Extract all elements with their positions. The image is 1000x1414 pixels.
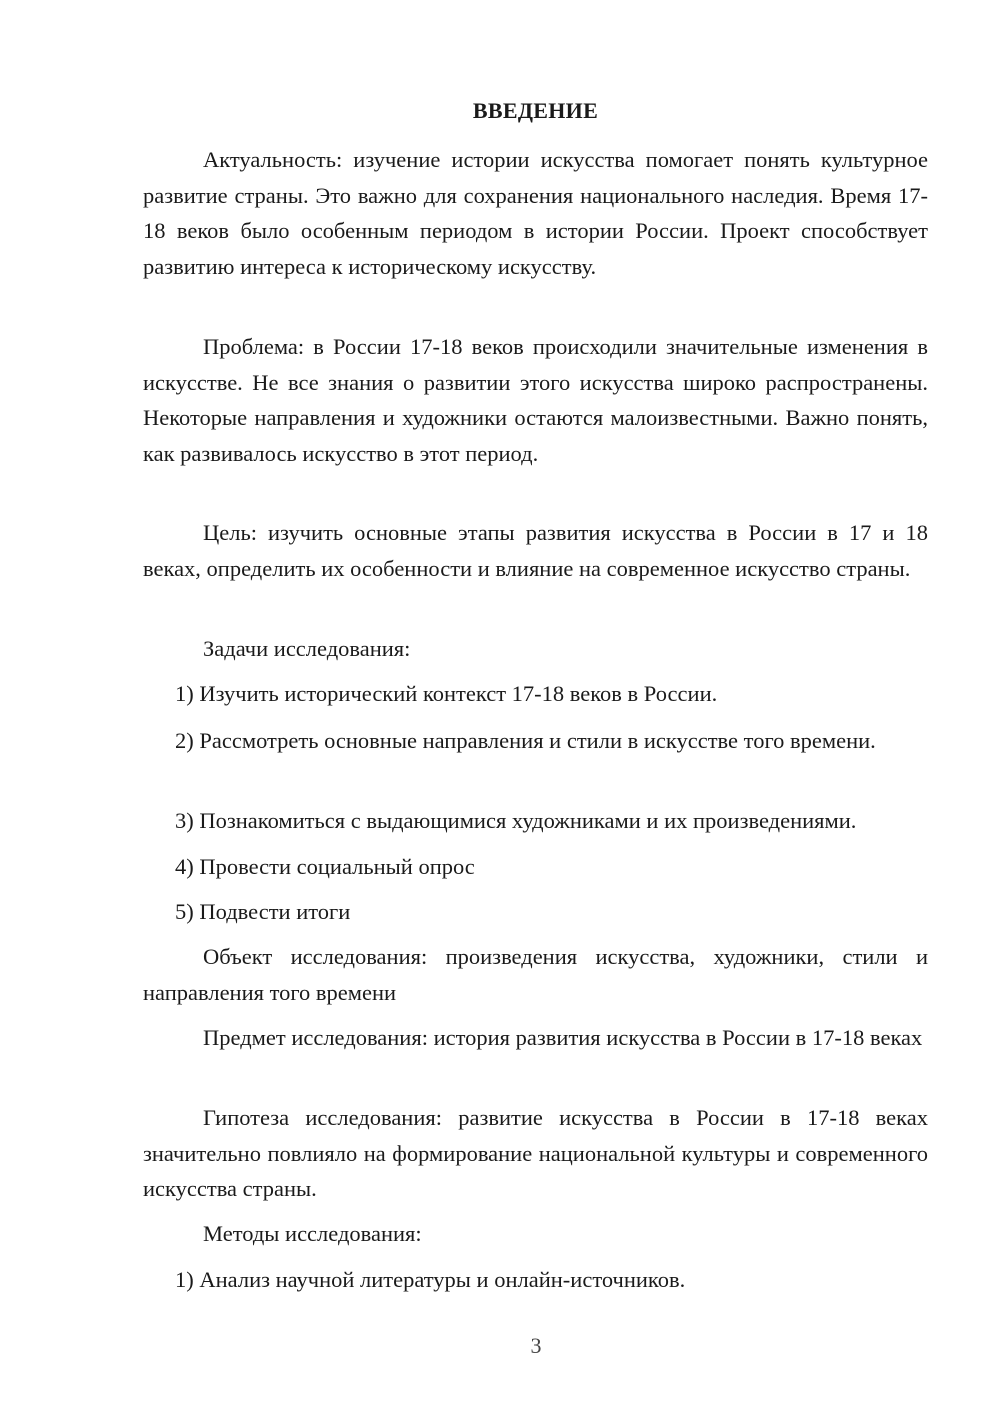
method-item-1: 1) Анализ научной литературы и онлайн-источников. xyxy=(175,1267,686,1292)
hypothesis-paragraph: Гипотеза исследования: развитие искусства в России в 17-18 веках значительно повлияло на формирование национальной культуры и современного искусства страны. xyxy=(143,1105,928,1201)
research-object-paragraph: Объект исследования: произведения искусства, художники, стили и направления того времени xyxy=(143,944,928,1005)
task-item-5: 5) Подвести итоги xyxy=(175,899,351,924)
methods-heading: Методы исследования: xyxy=(203,1221,422,1246)
relevance-paragraph: Актуальность: изучение истории искусства помогает понять культурное развитие страны. Это важно для сохранения национального наследия. Время 17-18 веков было особенным периодом в истории России. Проект способствует развитию интереса к историческому искусству. xyxy=(143,147,928,279)
goal-paragraph: Цель: изучить основные этапы развития искусства в России в 17 и 18 веках, определить их особенности и влияние на современное искусство страны. xyxy=(143,520,928,581)
tasks-heading: Задачи исследования: xyxy=(203,636,411,661)
page-number: 3 xyxy=(530,1333,542,1358)
task-item-4: 4) Провести социальный опрос xyxy=(175,854,475,879)
problem-paragraph: Проблема: в России 17-18 веков происходили значительные изменения в искусстве. Не все знания о развитии этого искусства широко распространены. Некоторые направления и художники остаются малоизвестными. Важно понять, как развивалось искусство в этот период. xyxy=(143,334,928,466)
task-item-2: 2) Рассмотреть основные направления и стили в искусстве того времени. xyxy=(175,728,876,753)
research-subject-paragraph: Предмет исследования: история развития искусства в России в 17-18 веках xyxy=(203,1025,923,1050)
section-title: ВВЕДЕНИЕ xyxy=(472,98,599,123)
task-item-1: 1) Изучить исторический контекст 17-18 веков в России. xyxy=(175,681,718,706)
task-item-3: 3) Познакомиться с выдающимися художниками и их произведениями. xyxy=(175,808,857,833)
